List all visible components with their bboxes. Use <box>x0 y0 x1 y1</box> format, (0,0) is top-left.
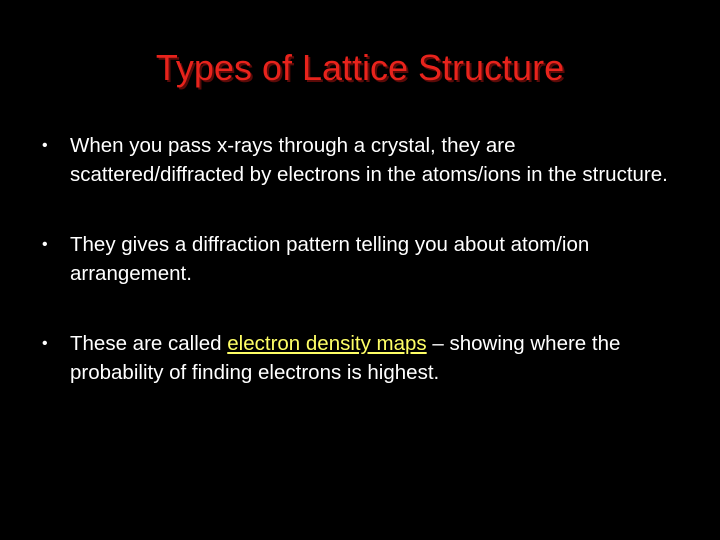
bullet-item <box>42 329 692 387</box>
bullet-text: They gives a diffraction pattern telling you about atom/ion arrangement. <box>70 233 590 285</box>
bullet-list <box>42 131 692 387</box>
slide-title: Types of Lattice Structure <box>155 47 565 88</box>
bullet-point-icon: • <box>42 137 48 154</box>
electron-density-maps-link[interactable]: electron density maps <box>227 332 427 355</box>
bullet-text-after-link: – showing where the probability of finding electrons is highest. <box>70 332 621 384</box>
bullet-text-before-link: These are called <box>70 332 228 355</box>
bullet-point-icon: • <box>42 335 48 352</box>
bullet-text: When you pass x-rays through a crystal, they are scattered/diffracted by electrons in the atoms/ions in the structure. <box>70 134 668 186</box>
bullet-item <box>42 131 692 189</box>
bullet-item <box>42 230 692 288</box>
bullet-point-icon: • <box>42 236 48 253</box>
